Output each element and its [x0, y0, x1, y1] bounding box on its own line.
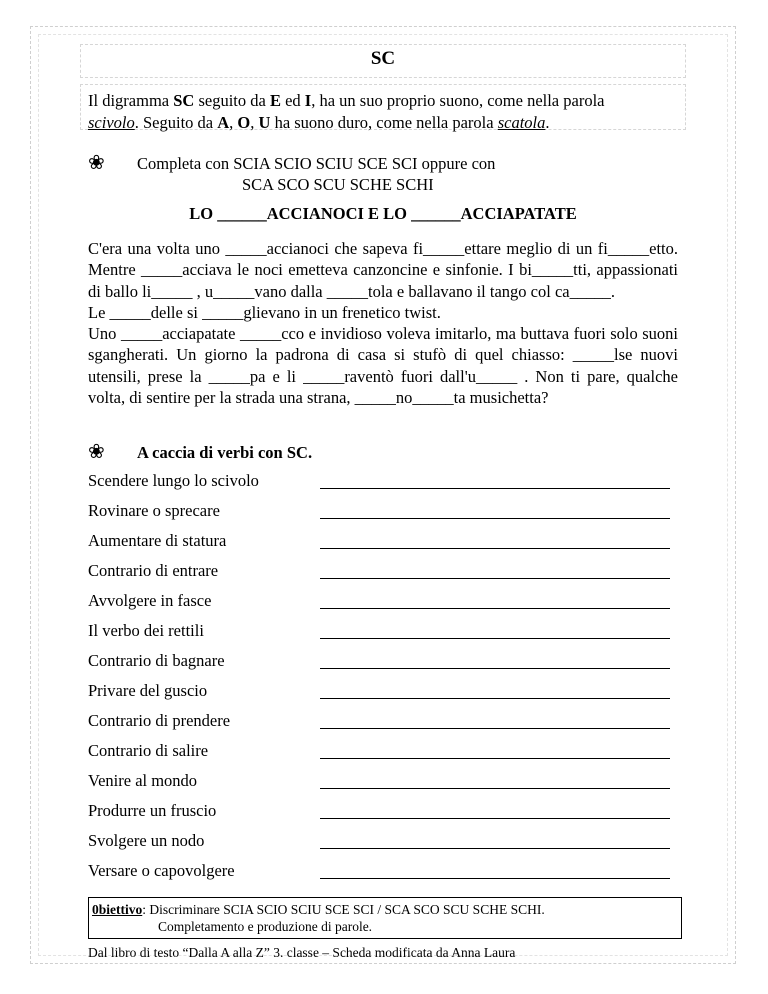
verb-row: [88, 471, 678, 495]
story-paragraph: Uno _____acciapatate _____cco e invidioso voleva imitarlo, ma buttava fuori solo suoni sgangherati. Un giorno la padrona di casa si stufò di quel chiasso: _____lse nuovi utensili, prese la _____pa e li _____raventò fuori dall'u_____ . Non ti pare, qualche volta, di sentire per la strada una strana, _____no_____ta musichetta?: [88, 324, 678, 408]
answer-line[interactable]: [320, 698, 670, 699]
example-word-scivolo: scivolo: [88, 113, 135, 132]
verb-row: [88, 561, 678, 585]
intro-bold: E: [269, 91, 281, 110]
answer-line[interactable]: [320, 818, 670, 819]
answer-line[interactable]: [320, 788, 670, 789]
intro-bold: I: [304, 91, 312, 110]
instruction-line-2: SCA SCO SCU SCHE SCHI: [242, 175, 434, 194]
verb-clue: Contrario di prendere: [88, 711, 231, 730]
intro-text: ha suono duro, come nella parola: [270, 113, 498, 132]
verb-row: [88, 531, 678, 555]
story-paragraph: Le _____delle si _____glievano in un frenetico twist.: [88, 302, 441, 322]
intro-bold: O: [237, 113, 251, 132]
verb-row: [88, 741, 678, 765]
footer-credit: Dal libro di testo “Dalla A alla Z” 3. classe – Scheda modificata da Anna Laura: [88, 945, 516, 960]
intro-text: .: [545, 113, 550, 132]
answer-line[interactable]: [320, 518, 670, 519]
objective-box: [88, 897, 682, 939]
verb-clue: Venire al mondo: [88, 771, 198, 790]
verb-clue: Svolgere un nodo: [88, 831, 205, 850]
section-2-title: A caccia di verbi con SC.: [137, 443, 313, 462]
answer-line[interactable]: [320, 668, 670, 669]
objective-line-1: [92, 901, 681, 918]
answer-line[interactable]: [320, 608, 670, 609]
verb-clue: Contrario di bagnare: [88, 651, 225, 670]
objective-line-2: Completamento e produzione di parole.: [158, 919, 373, 934]
story-text: [88, 238, 678, 408]
verb-clue: Avvolgere in fasce: [88, 591, 212, 610]
answer-line[interactable]: [320, 578, 670, 579]
intro-text: seguito da: [194, 91, 270, 110]
answer-line[interactable]: [320, 548, 670, 549]
verb-row: [88, 711, 678, 735]
intro-paragraph: [88, 90, 678, 134]
intro-bold: U: [258, 113, 271, 132]
butterfly-icon: ❀: [88, 152, 105, 174]
answer-line[interactable]: [320, 878, 670, 879]
example-word-scatola: scatola: [497, 113, 546, 132]
verb-clue: Scendere lungo lo scivolo: [88, 471, 259, 490]
answer-line[interactable]: [320, 728, 670, 729]
verb-clue: Produrre un fruscio: [88, 801, 217, 820]
verb-row: [88, 771, 678, 795]
answer-line[interactable]: [320, 638, 670, 639]
butterfly-icon: ❀: [88, 441, 105, 463]
verb-clue: Contrario di entrare: [88, 561, 219, 580]
verb-row: [88, 681, 678, 705]
instruction-line-1: Completa con SCIA SCIO SCIU SCE SCI oppure con: [137, 154, 496, 173]
intro-text: ,: [229, 113, 238, 132]
intro-text: ed: [280, 91, 305, 110]
verb-row: [88, 861, 678, 885]
verb-clue: Contrario di salire: [88, 741, 209, 760]
verb-clue: Versare o capovolgere: [88, 861, 235, 880]
story-title: LO ______ACCIANOCI E LO ______ACCIAPATATE: [189, 204, 577, 223]
objective-text: : Discriminare SCIA SCIO SCIU SCE SCI / SCA SCO SCU SCHE SCHI.: [142, 902, 545, 917]
verb-row: [88, 651, 678, 675]
intro-text: . Seguito da: [134, 113, 218, 132]
verb-clue: Aumentare di statura: [88, 531, 227, 550]
verb-row: [88, 501, 678, 525]
story-paragraph: C'era una volta uno _____accianoci che sapeva fi_____ettare meglio di un fi_____etto. Mentre _____acciava le noci emetteva canzoncine e sinfonie. I bi_____tti, appassionati di ballo li_____ , u_____vano dalla _____tola e ballavano il tango col ca_____.: [88, 239, 678, 301]
verb-row: [88, 831, 678, 855]
objective-label: 0biettivo: [92, 902, 143, 917]
answer-line[interactable]: [320, 758, 670, 759]
intro-text: , ha un suo proprio suono, come nella parola: [311, 91, 605, 110]
intro-bold: SC: [173, 91, 195, 110]
intro-text: Il digramma: [88, 91, 174, 110]
verb-clue: Rovinare o sprecare: [88, 501, 220, 520]
verb-clue: Il verbo dei rettili: [88, 621, 204, 640]
answer-line[interactable]: [320, 488, 670, 489]
page-title: SC: [370, 48, 396, 69]
answer-line[interactable]: [320, 848, 670, 849]
verb-row: [88, 801, 678, 825]
verb-row: [88, 591, 678, 615]
intro-text: ,: [250, 113, 259, 132]
verb-clue: Privare del guscio: [88, 681, 208, 700]
intro-bold: A: [217, 113, 230, 132]
verb-row: [88, 621, 678, 645]
